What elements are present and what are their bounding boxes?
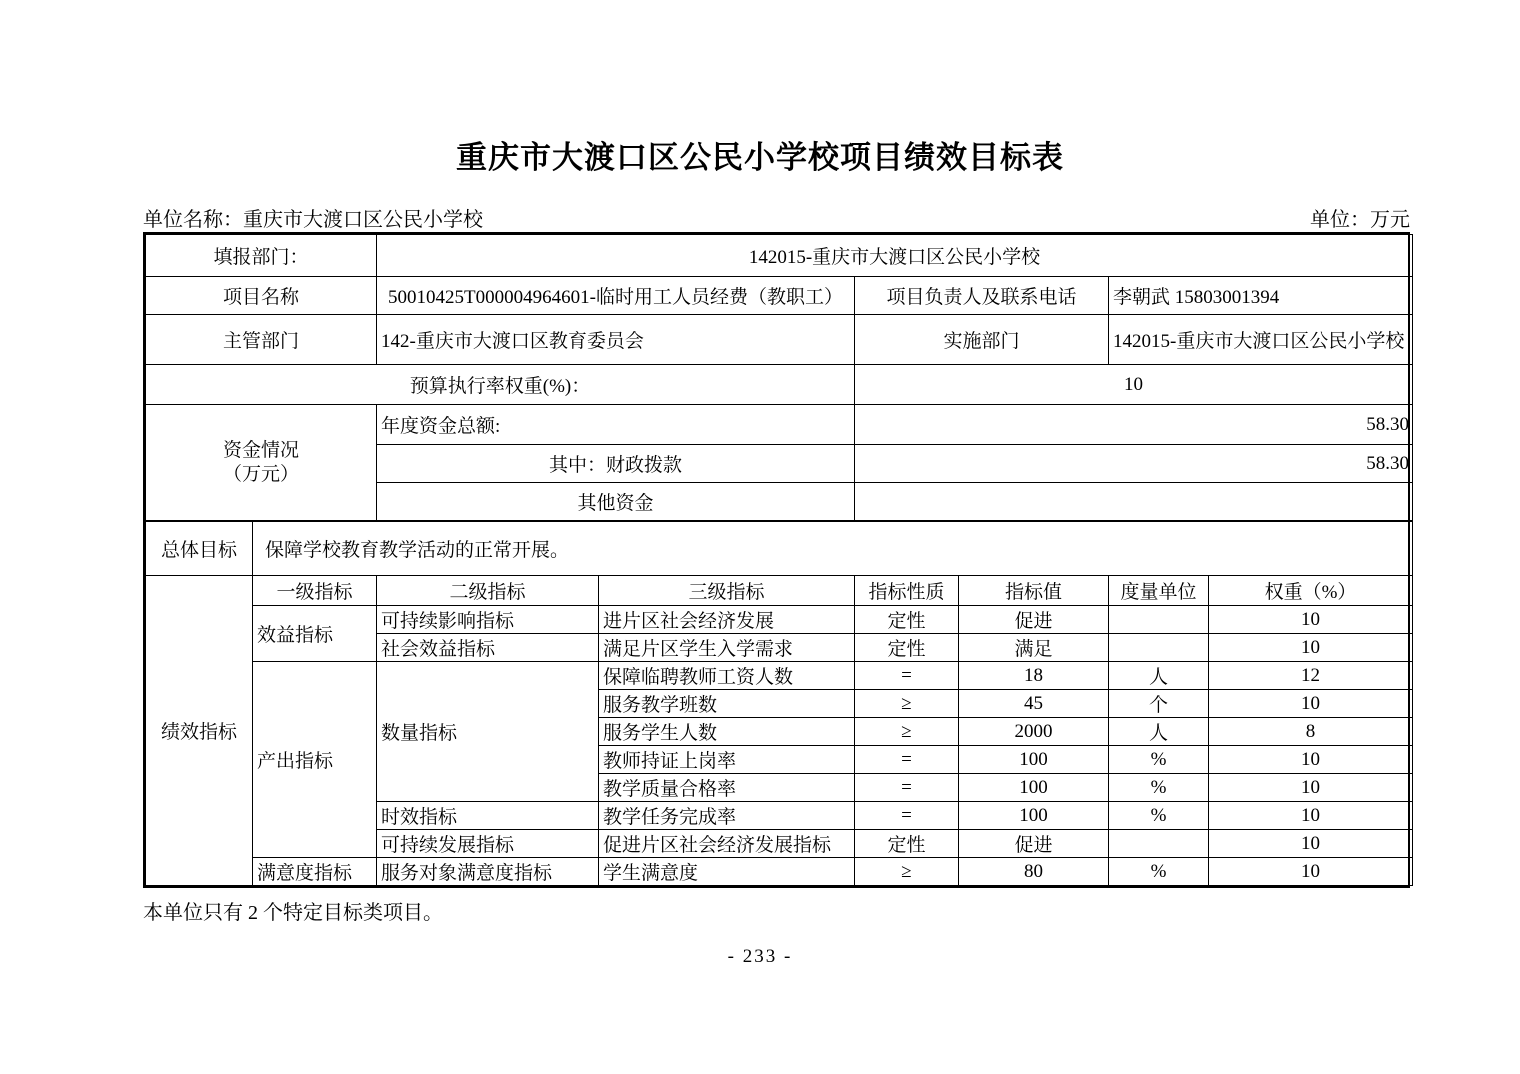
l3-cell: 教师持证上岗率 [599, 746, 855, 774]
value-cell: 100 [959, 802, 1109, 830]
l3-cell: 学生满意度 [599, 858, 855, 886]
unit-cell: % [1109, 858, 1209, 886]
l2-cell: 服务对象满意度指标 [377, 858, 599, 886]
weight-cell: 10 [1209, 858, 1413, 886]
value-cell: 促进 [959, 606, 1109, 634]
table-row [146, 405, 1413, 445]
nature-cell: = [855, 802, 959, 830]
unit-cell [1109, 606, 1209, 634]
nature-cell: ≥ [855, 690, 959, 718]
l1-cell: 效益指标 [253, 606, 377, 662]
indicators-table [145, 521, 1413, 886]
l3-cell: 教学质量合格率 [599, 774, 855, 802]
indicator-row [146, 858, 1413, 886]
l2-cell: 社会效益指标 [377, 634, 599, 662]
page-number: - 233 - [727, 946, 793, 967]
unit-name-label: 单位名称：重庆市大渡口区公民小学校 [143, 209, 483, 231]
implement-value-cell: 142015-重庆市大渡口区公民小学校 [1109, 315, 1413, 365]
value-cell: 促进 [959, 830, 1109, 858]
nature-cell: = [855, 774, 959, 802]
weight-cell: 10 [1209, 746, 1413, 774]
leader-value-cell: 李朝武 15803001394 [1109, 277, 1413, 315]
meta-row [143, 209, 1410, 231]
main-table [143, 232, 1410, 888]
project-name-value-cell: 50010425T000004964601-临时用工人员经费（教职工） [377, 277, 855, 315]
funds-group-cell [146, 405, 377, 521]
weight-cell: 10 [1209, 830, 1413, 858]
l3-cell: 进片区社会经济发展 [599, 606, 855, 634]
project-name-label-cell: 项目名称 [146, 277, 377, 315]
nature-cell: 定性 [855, 634, 959, 662]
nature-cell: ≥ [855, 718, 959, 746]
weight-cell: 10 [1209, 774, 1413, 802]
table-row [146, 277, 1413, 315]
budget-rate-label-cell: 预算执行率权重(%)： [146, 365, 855, 405]
value-cell: 100 [959, 774, 1109, 802]
unit-cell [1109, 634, 1209, 662]
header-unit-cell: 度量单位 [1109, 576, 1209, 606]
leader-label-cell: 项目负责人及联系电话 [855, 277, 1109, 315]
unit-label: 单位：万元 [1310, 209, 1410, 231]
unit-cell: 人 [1109, 718, 1209, 746]
header-l3-cell: 三级指标 [599, 576, 855, 606]
supervisor-value-cell: 142-重庆市大渡口区教育委员会 [377, 315, 855, 365]
header-nature-cell: 指标性质 [855, 576, 959, 606]
table-row [146, 235, 1413, 277]
fund-other-value-cell [855, 483, 1413, 521]
l3-cell: 教学任务完成率 [599, 802, 855, 830]
filling-dept-label-cell: 填报部门： [146, 235, 377, 277]
nature-cell: 定性 [855, 830, 959, 858]
funds-group-line2: （万元） [222, 463, 299, 485]
l3-cell: 服务教学班数 [599, 690, 855, 718]
l2-cell: 可持续影响指标 [377, 606, 599, 634]
value-cell: 100 [959, 746, 1109, 774]
weight-cell: 10 [1209, 802, 1413, 830]
overall-goal-row [146, 522, 1413, 576]
indicators-header-row [146, 576, 1413, 606]
header-l2-cell: 二级指标 [377, 576, 599, 606]
table-row [146, 365, 1413, 405]
l2-cell: 时效指标 [377, 802, 599, 830]
indicators-group-cell: 绩效指标 [146, 576, 253, 886]
overall-goal-label-cell: 总体目标 [146, 522, 253, 576]
l2-cell: 可持续发展指标 [377, 830, 599, 858]
l3-cell: 保障临聘教师工资人数 [599, 662, 855, 690]
l3-cell: 服务学生人数 [599, 718, 855, 746]
l1-cell: 满意度指标 [253, 858, 377, 886]
unit-cell: 个 [1109, 690, 1209, 718]
filling-dept-value-cell: 142015-重庆市大渡口区公民小学校 [377, 235, 1413, 277]
value-cell: 2000 [959, 718, 1109, 746]
indicator-row [146, 606, 1413, 634]
value-cell: 45 [959, 690, 1109, 718]
implement-label-cell: 实施部门 [855, 315, 1109, 365]
nature-cell: ≥ [855, 858, 959, 886]
weight-cell: 10 [1209, 634, 1413, 662]
info-table [145, 234, 1413, 521]
weight-cell: 10 [1209, 606, 1413, 634]
nature-cell: 定性 [855, 606, 959, 634]
value-cell: 80 [959, 858, 1109, 886]
unit-cell [1109, 830, 1209, 858]
unit-cell: 人 [1109, 662, 1209, 690]
unit-cell: % [1109, 802, 1209, 830]
nature-cell: = [855, 746, 959, 774]
l2-cell: 数量指标 [377, 662, 599, 802]
fund-total-value-cell: 58.30 [855, 405, 1413, 445]
l1-cell: 产出指标 [253, 662, 377, 858]
footnote: 本单位只有 2 个特定目标类项目。 [143, 902, 443, 924]
weight-cell: 12 [1209, 662, 1413, 690]
header-weight-cell: 权重（%） [1209, 576, 1413, 606]
fund-fiscal-value-cell: 58.30 [855, 445, 1413, 483]
unit-cell: % [1109, 774, 1209, 802]
indicator-row [146, 662, 1413, 690]
value-cell: 满足 [959, 634, 1109, 662]
header-value-cell: 指标值 [959, 576, 1109, 606]
unit-cell: % [1109, 746, 1209, 774]
weight-cell: 10 [1209, 690, 1413, 718]
weight-cell: 8 [1209, 718, 1413, 746]
nature-cell: = [855, 662, 959, 690]
table-row [146, 315, 1413, 365]
overall-goal-value-cell: 保障学校教育教学活动的正常开展。 [253, 522, 1413, 576]
supervisor-label-cell: 主管部门 [146, 315, 377, 365]
l3-cell: 满足片区学生入学需求 [599, 634, 855, 662]
funds-group-line1: 资金情况 [222, 439, 299, 461]
budget-rate-value-cell: 10 [855, 365, 1413, 405]
header-l1-cell: 一级指标 [253, 576, 377, 606]
fund-other-label-cell: 其他资金 [377, 483, 855, 521]
fund-fiscal-label-cell: 其中：财政拨款 [377, 445, 855, 483]
l3-cell: 促进片区社会经济发展指标 [599, 830, 855, 858]
fund-total-label-cell: 年度资金总额: [377, 405, 855, 445]
page-title: 重庆市大渡口区公民小学校项目绩效目标表 [456, 140, 1064, 175]
value-cell: 18 [959, 662, 1109, 690]
